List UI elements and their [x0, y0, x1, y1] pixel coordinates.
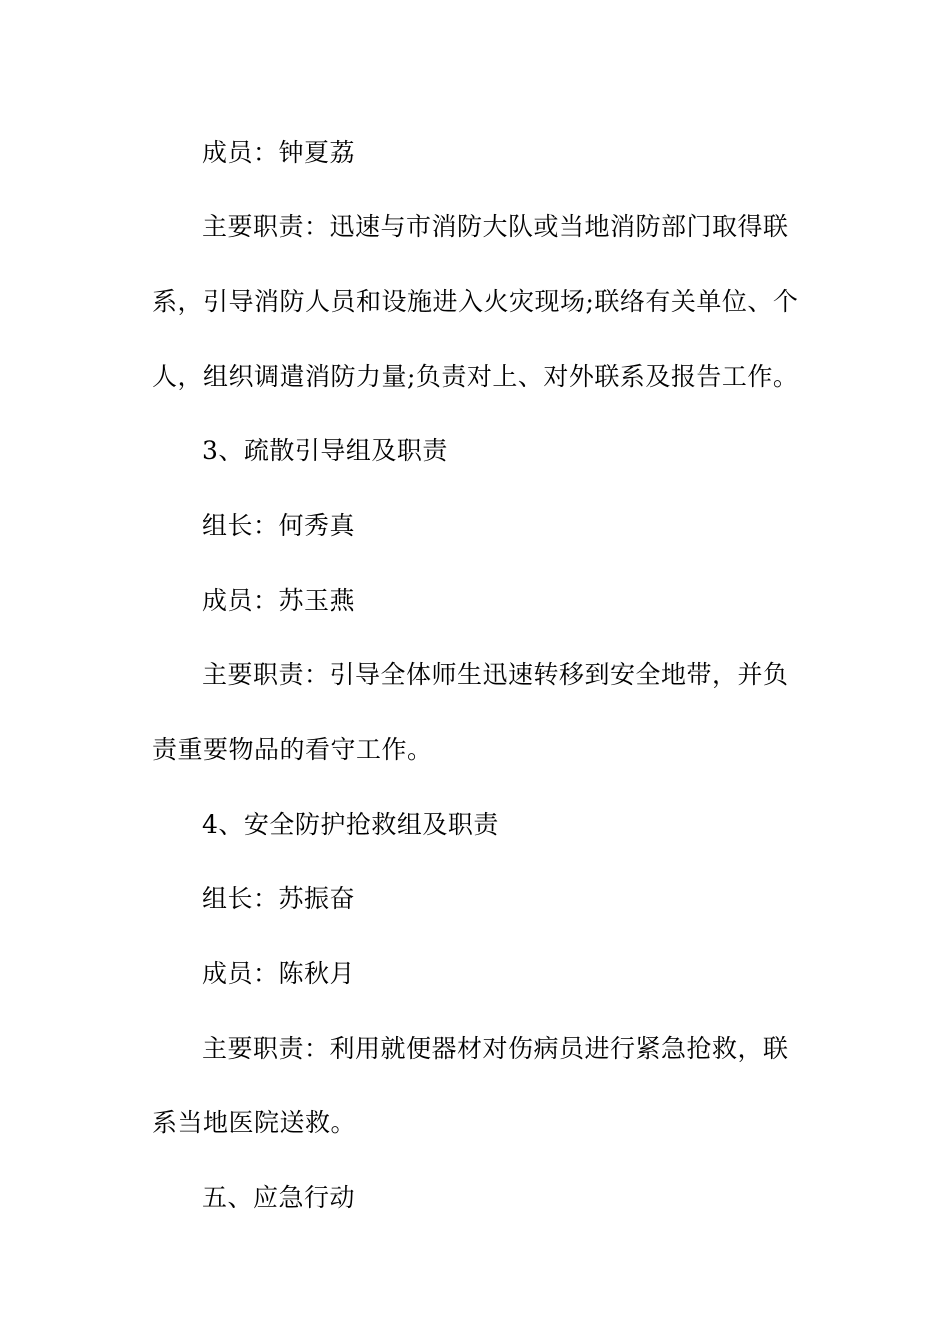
- duty-line-evacuation-1: 主要职责：引导全体师生迅速转移到安全地带，并负: [202, 660, 789, 689]
- section-heading-emergency-action: 五、应急行动: [202, 1183, 356, 1212]
- member-line-evacuation: 成员：苏玉燕: [202, 586, 356, 615]
- duty-line-evacuation-2: 责重要物品的看守工作。: [152, 735, 433, 764]
- duty-line-liaison-1: 主要职责：迅速与市消防大队或当地消防部门取得联: [202, 212, 789, 241]
- section-heading-evacuation: 3、疏散引导组及职责: [202, 436, 448, 465]
- member-line-rescue: 成员：陈秋月: [202, 959, 356, 988]
- duty-line-liaison-3: 人，组织调遣消防力量;负责对上、对外联系及报告工作。: [152, 362, 799, 391]
- leader-line-evacuation: 组长：何秀真: [202, 511, 356, 540]
- duty-line-rescue-1: 主要职责：利用就便器材对伤病员进行紧急抢救，联: [202, 1034, 789, 1063]
- duty-line-rescue-2: 系当地医院送救。: [152, 1108, 357, 1137]
- section-heading-rescue: 4、安全防护抢救组及职责: [202, 810, 499, 839]
- duty-line-liaison-2: 系，引导消防人员和设施进入火灾现场;联络有关单位、个: [152, 287, 799, 316]
- leader-line-rescue: 组长：苏振奋: [202, 884, 356, 913]
- member-line-liaison: 成员：钟夏荔: [202, 138, 356, 167]
